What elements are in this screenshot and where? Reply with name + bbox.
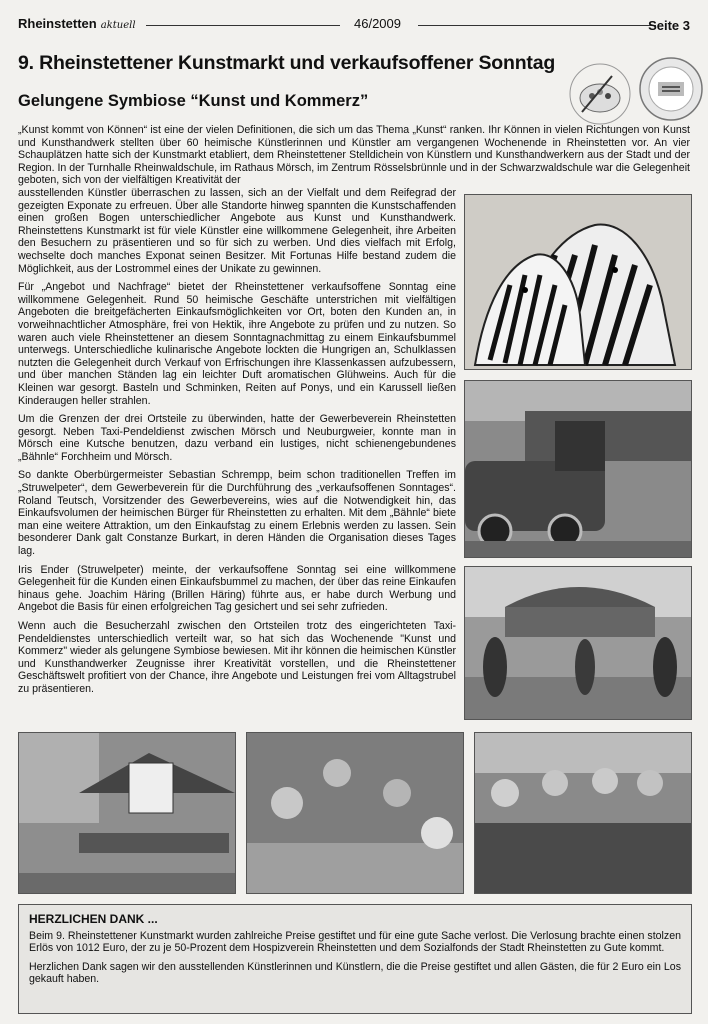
paragraph-6: Wenn auch die Besucherzahl zwischen den Ortsteilen trotz des eingerichteten Taxi-Pendeldienstes unterschiedlich verteilt war, so hat sich das Wochenende "Kunst und Kommerz" wieder als gelungene Symbiose bewiesen. Mit ihr können die heimischen Künstler und Kunsthandwerker Zeugnisse ihrer Kreativität vorstellen, und die Rheinstettener Geschäftswelt profitiert von der Chance, ihre Angebote und Leistungen frei vom Alltagstrubel zu präsentieren. — [18, 620, 456, 695]
carousel-market-photo — [464, 566, 692, 720]
thanks-paragraph-1: Beim 9. Rheinstettener Kunstmarkt wurden zahlreiche Preise gestiftet und für eine gute Sache verlost. Die Verlosung brachte einen stolzen Erlös von 1012 Euro, der zu je 50-Prozent dem Hospizverein Rheinstetten und dem Sozialfonds der Stadt Rheinstetten zu Gute kommt. — [29, 929, 681, 955]
page-number: Seite 3 — [648, 18, 690, 33]
paragraph-5: Iris Ender (Struwelpeter) meinte, der verkaufsoffene Sonntag sei eine willkommene Gelegenheit für die Kunden einen Einkaufsbummel zu machen, der über das reine Einkaufen hinaus gehe. Joachim Häring (Brillen Häring) führte aus, er habe durch Werbung und Angebot die Basis für einen erfolgreichen Tag gesichert und sei sehr zufrieden. — [18, 563, 456, 614]
paragraph-2: Für „Angebot und Nachfrage“ bietet der Rheinstettener verkaufsoffene Sonntag eine willkommene Gelegenheit. Rund 50 heimische Geschäfte unterstrichen mit vielfältigen Angeboten die breitgefächerten Einkaufsmöglichkeiten vor Ort, boten den Kunden an, in vorweihnachtlicher Atmosphäre, frei von Hektik, ihre Angebote zu prüfen und zu nutzen. So waren auch viele Rheinstettener an diesem Sonntagnachmittag zu einem Einkaufsbummel unterwegs. Unterschiedliche kulinarische Angebote lockten die Hungrigen an, Schulklassen nutzten die Gelegenheit durch Verkauf von Erfrischungen ihre Klassenkassen aufzubessern, und über manchen Ständen lag ein leichter Duft aromatischen Glühweins. Auch für die Kleinen war gesorgt. Basteln und Schminken, Reiten auf Ponys, und ein Karussell ließen Kinderaugen heller strahlen. — [18, 281, 456, 407]
paragraph-1: ausstellenden Künstler überraschen zu lassen, sich an der Vielfalt und dem Reifegrad der gezeigten Exponate zu erfreuen. Über alle Standorte hinweg spannten die Kunstschaffenden einen großen Bogen unterschiedlicher Angebote aus Kunst und Kunsthandwerk. Rheinstettens Kunstmarkt ist für viele Künstler eine willkommene Gelegenheit, ihre Arbeiten den Besuchern zu präsentieren und so für sich zu werben. Und dies vielfach mit Erfolg, wechselte doch manches Exponat seinen Besitzer. Mit Fortunas Hilfe bestand zudem die Möglichkeit, aus der Lostrommel eines der Unikate zu gewinnen. — [18, 187, 456, 275]
paragraph-3: Um die Grenzen der drei Ortsteile zu überwinden, hatte der Gewerbeverein Rheinstetten gesorgt. Neben Taxi-Pendeldienst zwischen Mörsch und Neuburgweier, konnte man in Mörsch eine Kutsche benutzen, dazu verband ein lustiges, nicht schienengebundenes „Bähnle“ Forchheim und Mörsch. — [18, 413, 456, 463]
kunstmarkt-palette-logo — [568, 62, 632, 126]
page-header — [18, 14, 690, 36]
thanks-box — [18, 904, 692, 1014]
brand-text: Rheinstetten — [18, 16, 97, 31]
verkaufsoffen-sonntag-logo — [638, 56, 704, 122]
market-stand-photo — [18, 732, 236, 894]
brand-name — [18, 16, 136, 31]
thanks-paragraph-2: Herzlichen Dank sagen wir den ausstellenden Künstlerinnen und Künstlern, die die Preise gestiftet und allen Gästen, die für 2 Euro ein Los gekauft haben. — [29, 960, 681, 986]
article-column — [18, 187, 456, 696]
header-rule — [146, 25, 340, 26]
intro-paragraph: „Kunst kommt von Können“ ist eine der vielen Definitionen, die sich um das Thema „Kunst“ ranken. Ihr Können in vielen Richtungen von Kunst und Kunsthandwerk stellten über 60 heimische Künstlerinnen und Künstler am vergangenen Wochenende in Rheinstetten vor. An vier Schauplätzen hatte sich der Kunstmarkt etabliert, dem Rheinstettener Stelldichein von Künstlern und Kunsthandwerkern aus der Stadt und der Region. In der Turnhalle Rheinwaldschule, im Rathaus Mörsch, im Zentrum Rösselsbrünnle und in der Schwarzwaldschule war die Gelegenheit geboten, sich von der vielfältigen Kreativität der — [18, 124, 690, 187]
zebra-painting-photo — [464, 194, 692, 370]
article-body — [18, 124, 690, 187]
bahnle-train-photo — [464, 380, 692, 558]
guests-group-photo — [474, 732, 692, 894]
article-subtitle: Gelungene Symbiose “Kunst und Kommerz” — [18, 92, 369, 110]
article-title: 9. Rheinstettener Kunstmarkt und verkaufsoffener Sonntag — [18, 52, 556, 74]
brand-script: aktuell — [100, 20, 136, 31]
thanks-heading: HERZLICHEN DANK ... — [29, 912, 158, 926]
paragraph-4: So dankte Oberbürgermeister Sebastian Schrempp, beim schon traditionellen Treffen im „Struwelpeter“, dem Gewerbeverein für die Durchführung des „verkaufsoffenen Sonntages“. Roland Teutsch, Vorsitzender des Gewerbevereins, wies auf die Notwendigkeit hin, das Einkaufsvolumen der heimischen Bürger für Rheinstetten zu erhalten. Mit dem „Bähnle“ biete man eine weitere Attraktion, um den Einkaufstag zu einem Erlebnis werden zu lassen. Sein besonderer Dank galt Constanze Burkart, in deren Händen die Organisation dieses Tages lag. — [18, 469, 456, 558]
children-crafts-photo — [246, 732, 464, 894]
issue-number: 46/2009 — [354, 16, 401, 31]
header-rule — [418, 25, 656, 26]
